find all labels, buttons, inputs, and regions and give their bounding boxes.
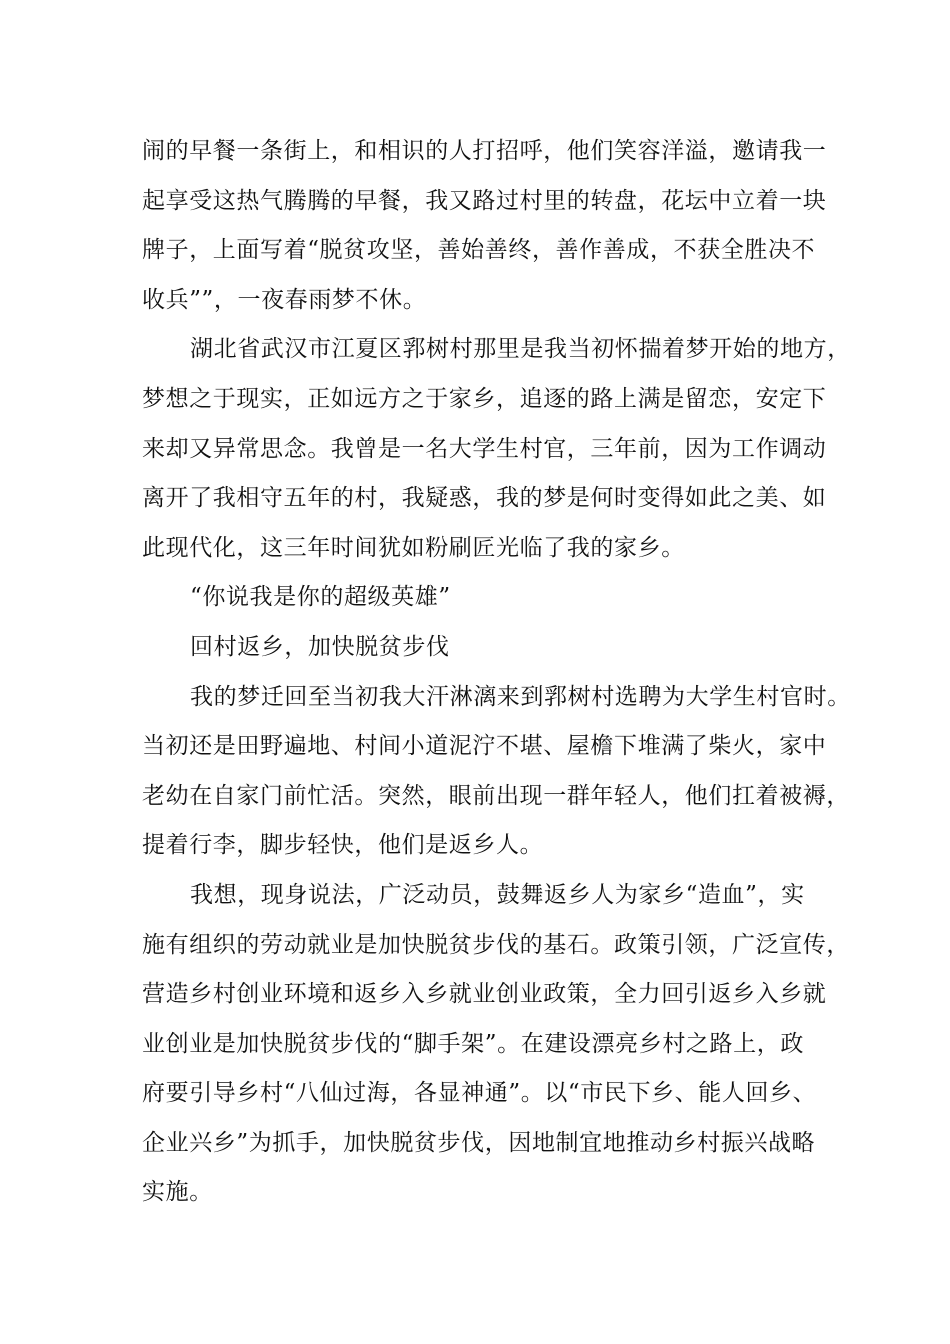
text-line: 府要引导乡村“八仙过海，各显神通”。以“市民下乡、能人回乡、 [142,1080,817,1107]
text-line: 湖北省武汉市江夏区郛树村那里是我当初怀揣着梦开始的地方， [190,336,851,363]
text-line: 来却又异常思念。我曾是一名大学生村官，三年前，因为工作调动 [142,435,827,462]
text-line: 闹的早餐一条街上，和相识的人打招呼，他们笑容洋溢，邀请我一 [142,138,827,164]
text-line: 离开了我相守五年的村，我疑惑，我的梦是何时变得如此之美、如 [142,485,827,512]
text-line: 起享受这热气腾腾的早餐，我又路过村里的转盘，花坛中立着一块 [142,187,827,214]
text-line: 实施。 [142,1179,213,1206]
text-line: 业创业是加快脱贫步伐的“脚手架”。在建设漂亮乡村之路上，政 [142,1030,804,1057]
text-line: 梦想之于现实，正如远方之于家乡，追逐的路上满是留恋，安定下 [142,385,827,412]
text-line: 牌子，上面写着“脱贫攻坚，善始善终，善作善成，不获全胜决不 [142,237,816,264]
text-line: 营造乡村创业环境和返乡入乡就业创业政策，全力回引返乡入乡就 [142,981,827,1008]
text-line: 老幼在自家门前忙活。突然，眼前出现一群年轻人，他们扛着被褥， [142,782,850,809]
text-line: 我想，现身说法，广泛动员，鼓舞返乡人为家乡“造血”，实 [190,881,805,908]
text-line: 施有组织的劳动就业是加快脱贫步伐的基石。政策引领，广泛宣传， [142,931,850,958]
text-line: 当初还是田野遍地、村间小道泥泞不堪、屋檐下堆满了柴火，家中 [142,733,827,760]
text-line: 此现代化，这三年时间犹如粉刷匠光临了我的家乡。 [142,534,685,561]
text-line: 提着行李，脚步轻快，他们是返乡人。 [142,832,544,859]
text-line: 回村返乡，加快脱贫步伐 [190,633,450,660]
text-line: 企业兴乡”为抓手，加快脱贫步伐，因地制宜地推动乡村振兴战略 [142,1129,816,1156]
text-line: 收兵””，一夜春雨梦不休。 [142,286,427,313]
text-line: “你说我是你的超级英雄” [190,584,451,611]
document-body [142,127,851,1218]
text-line: 我的梦迁回至当初我大汗淋漓来到郛树村选聘为大学生村官时。 [190,683,851,710]
